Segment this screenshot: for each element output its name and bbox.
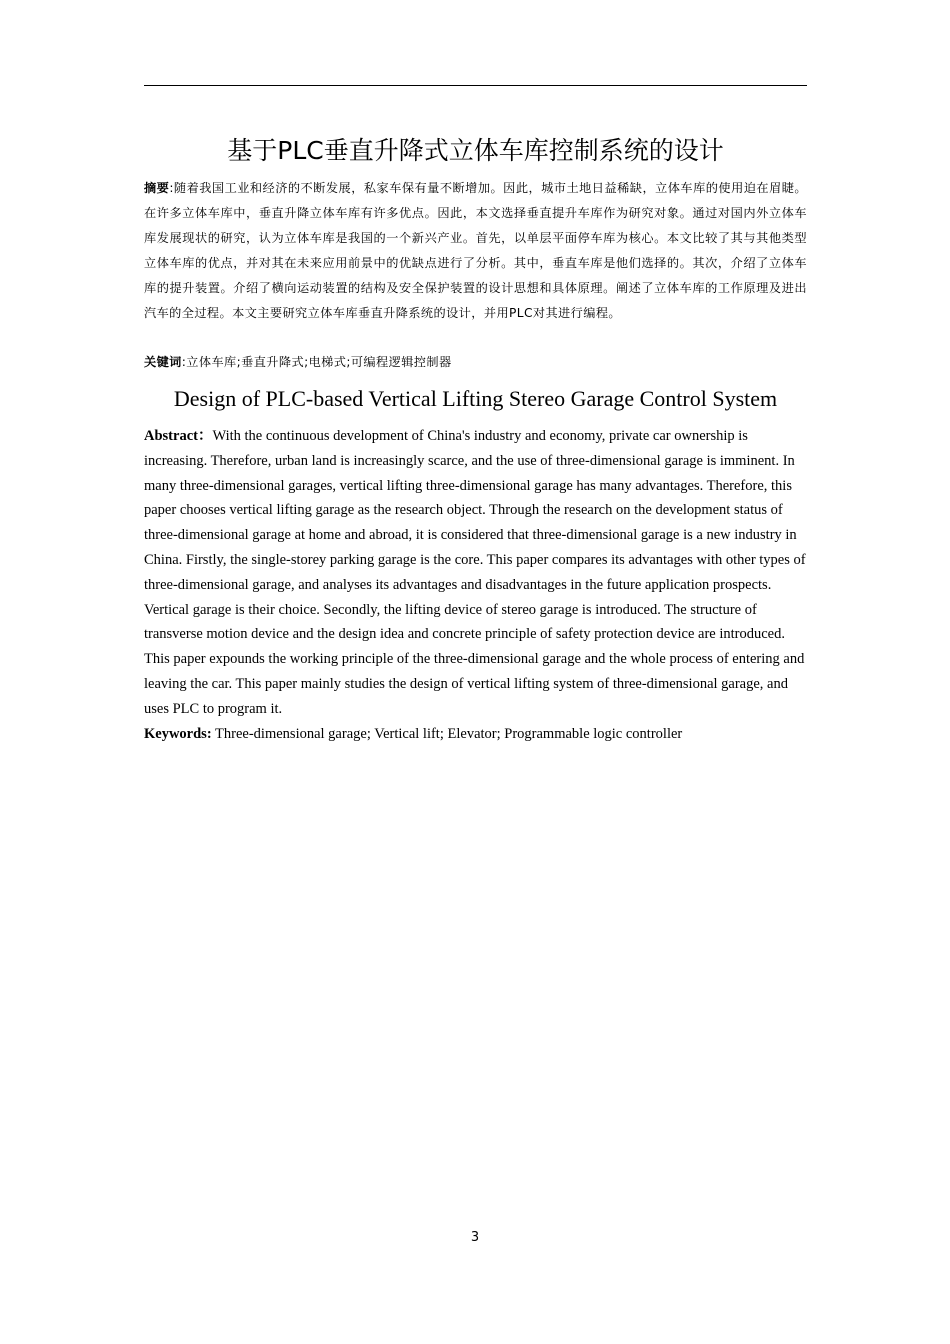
chinese-title: 基于PLC垂直升降式立体车库控制系统的设计: [227, 136, 724, 165]
english-keywords-label: Keywords:: [144, 726, 212, 742]
chinese-keywords-label: 关键词: [144, 355, 182, 369]
english-abstract-label: Abstract: [144, 428, 198, 444]
english-abstract-text: With the continuous development of China's industry and economy, private car ownership is increasing. Therefore, urban land is increasingly scarce, and the use of three-dimensional garage is imminent. In many three-dimensional garages, vertical lifting three-dimensional garage has many advantages. Therefore, this paper chooses vertical lifting garage as the research object. Through the research on the development status of three-dimensional garage at home and abroad, it is considered that three-dimensional garage is a new industry in China. Firstly, the single-storey parking garage is the core. This paper compares its advantages with other types of three-dimensional garage, and analyses its advantages and disadvantages in the future application prospects. Vertical garage is their choice. Secondly, the lifting device of stereo garage is introduced. The structure of transverse motion device and the design idea and concrete principle of safety protection device are introduced. This paper expounds the working principle of the three-dimensional garage and the whole process of entering and leaving the car. This paper mainly studies the design of vertical lifting system of three-dimensional garage, and uses PLC to program it.: [144, 428, 806, 717]
chinese-abstract-separator: :: [169, 181, 174, 195]
english-keywords: [144, 722, 807, 746]
chinese-keywords-separator: :: [181, 355, 187, 369]
page-number: 3: [470, 1230, 480, 1245]
chinese-abstract-label: 摘要: [144, 181, 170, 195]
english-title: Design of PLC-based Vertical Lifting Stereo Garage Control System: [173, 386, 778, 411]
english-abstract: [144, 424, 807, 722]
chinese-abstract-text: 随着我国工业和经济的不断发展，私家车保有量不断增加。因此，城市土地日益稀缺，立体车库的使用迫在眉睫。在许多立体车库中，垂直升降立体车库有许多优点。因此，本文选择垂直提升车库作为研究对象。通过对国内外立体车库发展现状的研究，认为立体车库是我国的一个新兴产业。首先，以单层平面停车库为核心。本文比较了其与其他类型立体车库的优点，并对其在未来应用前景中的优缺点进行了分析。其中，垂直车库是他们选择的。其次，介绍了立体车库的提升装置。介绍了横向运动装置的结构及安全保护装置的设计思想和具体原理。阐述了立体车库的工作原理及进出汽车的全过程。本文主要研究立体车库垂直升降系统的设计，并用PLC对其进行编程。: [144, 181, 807, 320]
english-keywords-text: Three-dimensional garage; Vertical lift; Elevator; Programmable logic controller: [215, 726, 683, 742]
chinese-abstract: [144, 176, 807, 326]
header-rule: [144, 85, 807, 86]
chinese-keywords: [144, 350, 807, 374]
english-abstract-separator: ：: [197, 428, 213, 444]
chinese-keywords-text: 立体车库;垂直升降式;电梯式;可编程逻辑控制器: [186, 355, 452, 369]
